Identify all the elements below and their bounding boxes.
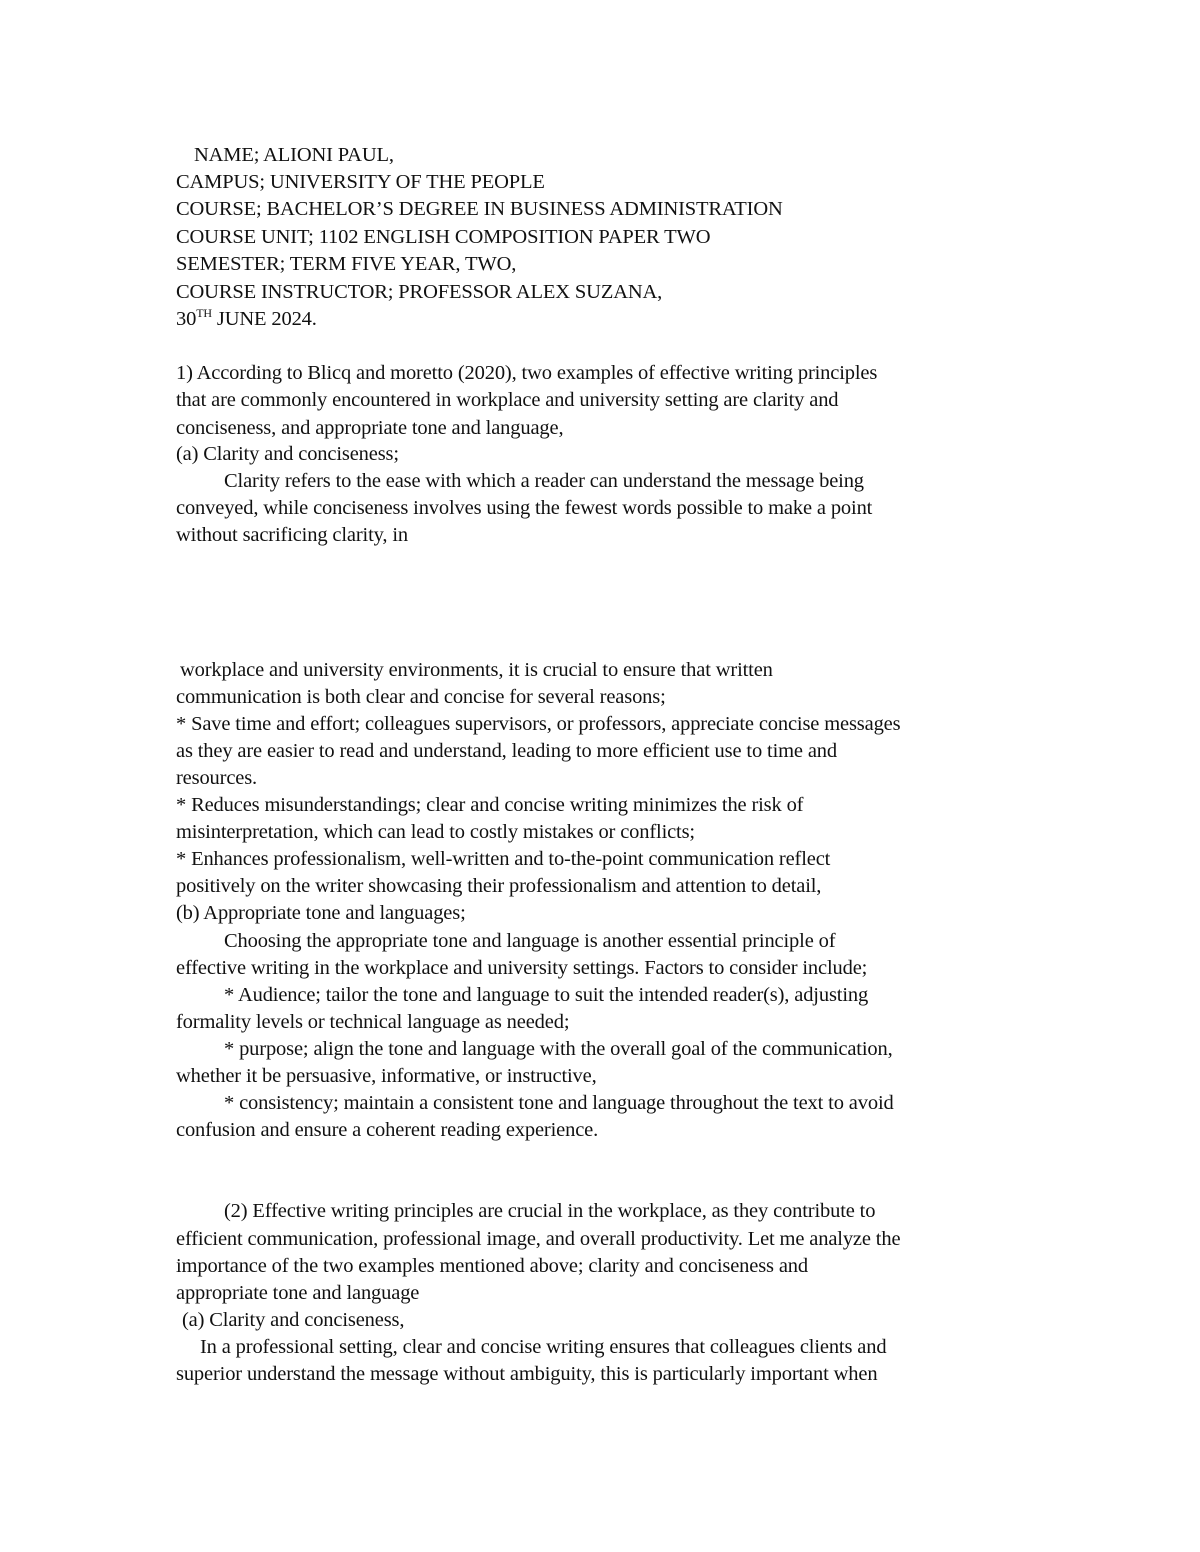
subheading-clarity: (a) Clarity and conciseness; (176, 443, 399, 465)
header-course: COURSE; BACHELOR’S DEGREE IN BUSINESS ADMINISTRATION (176, 198, 783, 220)
paragraph-line: positively on the writer showcasing their professionalism and attention to detail, (176, 875, 822, 897)
paragraph-line: formality levels or technical language as needed; (176, 1011, 570, 1033)
header-campus: CAMPUS; UNIVERSITY OF THE PEOPLE (176, 171, 545, 193)
paragraph-line: workplace and university environments, it is crucial to ensure that written (180, 659, 773, 681)
paragraph-line: confusion and ensure a coherent reading experience. (176, 1119, 599, 1141)
date-day: 30 (176, 308, 197, 330)
paragraph-line: conveyed, while conciseness involves using the fewest words possible to make a point (176, 497, 873, 519)
subheading-tone: (b) Appropriate tone and languages; (176, 902, 466, 924)
header-date (176, 306, 317, 333)
paragraph-line: appropriate tone and language (176, 1282, 420, 1304)
header-name: NAME; ALIONI PAUL, (194, 144, 394, 166)
header-instructor: COURSE INSTRUCTOR; PROFESSOR ALEX SUZANA, (176, 281, 663, 303)
paragraph-line: importance of the two examples mentioned above; clarity and conciseness and (176, 1255, 809, 1277)
bullet-line: * purpose; align the tone and language with the overall goal of the communication, (224, 1038, 893, 1060)
subheading-clarity-2: (a) Clarity and conciseness, (182, 1309, 405, 1331)
paragraph-line: misinterpretation, which can lead to costly mistakes or conflicts; (176, 821, 695, 843)
bullet-line: * Enhances professionalism, well-written and to-the-point communication reflect (176, 848, 831, 870)
paragraph-line: Clarity refers to the ease with which a reader can understand the message being (224, 470, 864, 492)
bullet-line: * Reduces misunderstandings; clear and concise writing minimizes the risk of (176, 794, 804, 816)
paragraph-line: resources. (176, 767, 258, 789)
header-semester: SEMESTER; TERM FIVE YEAR, TWO, (176, 253, 517, 275)
paragraph-line: conciseness, and appropriate tone and language, (176, 417, 564, 439)
bullet-line: * consistency; maintain a consistent tone and language throughout the text to avoid (224, 1092, 894, 1114)
paragraph-line: as they are easier to read and understand, leading to more efficient use to time and (176, 740, 837, 762)
paragraph-line: effective writing in the workplace and university settings. Factors to consider include; (176, 957, 868, 979)
paragraph-line: In a professional setting, clear and concise writing ensures that colleagues clients and (200, 1336, 887, 1358)
paragraph-line: superior understand the message without ambiguity, this is particularly important when (176, 1363, 878, 1385)
paragraph-line: whether it be persuasive, informative, or instructive, (176, 1065, 597, 1087)
date-superscript: TH (196, 306, 212, 320)
paragraph-line: that are commonly encountered in workplace and university setting are clarity and (176, 389, 839, 411)
paragraph-line: Choosing the appropriate tone and language is another essential principle of (224, 930, 836, 952)
date-rest: JUNE 2024. (211, 308, 317, 330)
header-course-unit: COURSE UNIT; 1102 ENGLISH COMPOSITION PAPER TWO (176, 226, 711, 248)
paragraph-line: 1) According to Blicq and moretto (2020), two examples of effective writing principles (176, 362, 878, 384)
paragraph-line: efficient communication, professional image, and overall productivity. Let me analyze the (176, 1228, 901, 1250)
bullet-line: * Save time and effort; colleagues supervisors, or professors, appreciate concise messages (176, 713, 901, 735)
paragraph-line: without sacrificing clarity, in (176, 524, 408, 546)
paragraph-line: communication is both clear and concise for several reasons; (176, 686, 666, 708)
paragraph-line: (2) Effective writing principles are crucial in the workplace, as they contribute to (224, 1200, 876, 1222)
bullet-line: * Audience; tailor the tone and language to suit the intended reader(s), adjusting (224, 984, 869, 1006)
